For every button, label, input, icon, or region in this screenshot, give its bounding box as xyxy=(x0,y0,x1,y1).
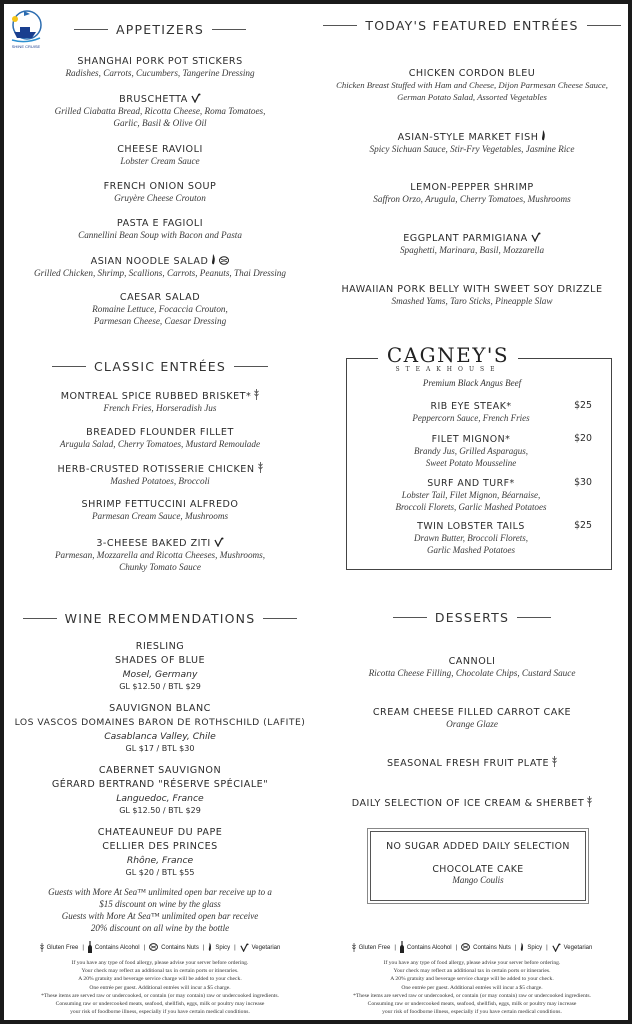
menu-item xyxy=(4,93,316,129)
menu-item xyxy=(316,181,628,206)
fine-print-line: *These items are served raw or undercooked, or contain (or may contain) raw or undercooked ingredients. xyxy=(353,992,591,999)
menu-item xyxy=(316,67,628,103)
item-name: CAESAR SALAD xyxy=(119,292,201,303)
fine-print-line: your risk of foodborne illness, especially if you have certain medical conditions. xyxy=(382,1009,562,1016)
desserts-title: DESSERTS xyxy=(434,610,510,625)
menu-item xyxy=(4,55,316,80)
item-name: SHRIMP FETTUCCINI ALFREDO xyxy=(81,499,239,510)
item-name: DAILY SELECTION OF ICE CREAM & SHERBET xyxy=(351,798,585,809)
wine-item xyxy=(4,826,316,879)
wine-region: Languedoc, France xyxy=(116,793,204,804)
item-desc: Garlic Mashed Potatoes xyxy=(427,544,515,555)
fine-print xyxy=(316,959,628,1016)
item-name: BREADED FLOUNDER FILLET xyxy=(86,427,234,438)
menu-item xyxy=(316,796,628,810)
legend-contains-nuts: Contains Nuts xyxy=(161,945,199,951)
vegetarian-icon xyxy=(552,943,561,954)
featured-title: TODAY'S FEATURED ENTRÉES xyxy=(365,18,579,33)
rule-left xyxy=(323,25,357,26)
cagneys-brand: CAGNEY'S xyxy=(386,343,510,367)
item-name: SURF AND TURF* xyxy=(427,478,515,489)
separator: | xyxy=(234,945,236,951)
item-name: EGGPLANT PARMIGIANA xyxy=(403,233,528,244)
item-price: $25 xyxy=(574,520,592,531)
item-name: CHEESE RAVIOLI xyxy=(117,144,203,155)
spicy-icon xyxy=(211,254,216,265)
gluten-free-icon xyxy=(552,756,557,767)
rule-left xyxy=(23,618,57,619)
item-desc: Romaine Lettuce, Focaccia Crouton, xyxy=(92,304,228,314)
menu-item xyxy=(316,232,628,257)
contains-alcohol-icon xyxy=(400,941,404,955)
item-desc: Brandy Jus, Grilled Asparagus, xyxy=(413,446,529,456)
wine-title: WINE RECOMMENDATIONS xyxy=(64,611,256,626)
item-name: MONTREAL SPICE RUBBED BRISKET* xyxy=(60,391,252,402)
icon-legend xyxy=(316,941,628,955)
vegetarian-icon xyxy=(191,93,201,103)
gluten-free-icon xyxy=(254,389,259,400)
contains-nuts-icon xyxy=(149,943,158,953)
item-name: SHANGHAI PORK POT STICKERS xyxy=(77,56,243,67)
vegetarian-icon xyxy=(531,232,541,242)
legend-gluten-free: Gluten Free xyxy=(46,945,79,951)
legend-contains-alcohol: Contains Alcohol xyxy=(406,945,452,951)
left-column xyxy=(4,4,316,1020)
note-line: Guests with More At Sea™ unlimited open bar receive xyxy=(61,911,259,921)
item-name: FILET MIGNON* xyxy=(431,434,511,445)
legend-vegetarian: Vegetarian xyxy=(563,945,593,951)
separator: | xyxy=(546,945,548,951)
spicy-icon xyxy=(520,942,524,954)
wine-item xyxy=(4,640,316,693)
wine-region: Casablanca Valley, Chile xyxy=(104,731,216,742)
rule-right xyxy=(517,617,551,618)
menu-item xyxy=(4,498,316,523)
contains-alcohol-icon xyxy=(88,941,92,955)
fine-print-line: your risk of foodborne illness, especially if you have certain medical conditions. xyxy=(70,1009,250,1016)
item-desc: German Potato Salad, Assorted Vegetables xyxy=(397,91,547,102)
item-desc: Chicken Breast Stuffed with Ham and Cheese, Dijon Parmesan Cheese Sauce, xyxy=(336,80,608,90)
gluten-free-icon xyxy=(258,462,263,473)
steak-item xyxy=(356,400,586,425)
steak-item xyxy=(356,520,586,556)
fine-print-line: A 20% gratuity and beverage service charge will be added to your check. xyxy=(78,976,242,983)
item-name: RIB EYE STEAK* xyxy=(430,401,512,412)
icon-legend xyxy=(4,941,316,955)
item-price: $20 xyxy=(574,433,592,444)
wine-heading xyxy=(4,611,316,626)
wine-price: GL $17 / BTL $30 xyxy=(125,744,195,753)
item-name: 3-CHEESE BAKED ZITI xyxy=(96,538,211,549)
wine-region: Mosel, Germany xyxy=(122,669,198,680)
item-desc: Lobster Cream Sauce xyxy=(120,156,200,166)
menu-item xyxy=(316,130,628,156)
no-sugar-item-name: CHOCOLATE CAKE xyxy=(432,864,524,875)
vegetarian-icon xyxy=(214,537,224,547)
legend-spicy: Spicy xyxy=(527,945,543,951)
contains-nuts-icon xyxy=(461,943,470,953)
item-name: HERB-CRUSTED ROTISSERIE CHICKEN xyxy=(57,464,255,475)
fine-print-line: One entrée per guest. Additional entrées will incur a $5 charge. xyxy=(401,984,543,991)
steak-item xyxy=(356,477,586,513)
menu-item xyxy=(316,756,628,770)
note-line: Guests with More At Sea™ unlimited open bar receive up to a xyxy=(48,887,272,897)
separator: | xyxy=(514,945,517,951)
item-desc: Radishes, Carrots, Cucumbers, Tangerine Dressing xyxy=(65,68,255,78)
menu-item xyxy=(4,217,316,242)
appetizers-title: APPETIZERS xyxy=(116,22,204,37)
item-desc: Chunky Tomato Sauce xyxy=(119,561,201,572)
item-name: TWIN LOBSTER TAILS xyxy=(417,521,525,532)
note-line: $15 discount on wine by the glass xyxy=(99,899,221,909)
item-desc: Grilled Ciabatta Bread, Ricotta Cheese, Roma Tomatoes, xyxy=(54,106,266,116)
separator: | xyxy=(455,945,458,951)
fine-print-line: A 20% gratuity and beverage service charge will be added to your check. xyxy=(390,976,554,983)
rule-left xyxy=(52,366,86,367)
item-desc: Spaghetti, Marinara, Basil, Mozzarella xyxy=(399,245,545,255)
right-column xyxy=(316,4,628,1020)
menu-item xyxy=(4,389,316,415)
item-desc: Orange Glaze xyxy=(446,719,498,729)
menu-item xyxy=(4,462,316,488)
item-desc: Saffron Orzo, Arugula, Cherry Tomatoes, Mushrooms xyxy=(373,194,571,204)
item-name: HAWAIIAN PORK BELLY WITH SWEET SOY DRIZZLE xyxy=(341,284,603,295)
spicy-icon xyxy=(208,942,212,954)
item-desc: Parmesan, Mozzarella and Ricotta Cheeses, Mushrooms, xyxy=(54,550,266,560)
fine-print-line: Consuming raw or undercooked meats, seafood, shellfish, eggs, milk or poultry may increase xyxy=(55,1001,265,1008)
legend-contains-nuts: Contains Nuts xyxy=(473,945,511,951)
gluten-free-icon xyxy=(352,943,356,954)
item-desc: Sweet Potato Mousseline xyxy=(425,457,517,468)
item-name: ASIAN NOODLE SALAD xyxy=(90,256,209,267)
fine-print-line: If you have any type of food allergy, please advise your server before ordering. xyxy=(71,960,249,966)
legend-gluten-free: Gluten Free xyxy=(358,945,391,951)
item-desc: Mashed Potatoes, Broccoli xyxy=(110,476,210,486)
wine-varietal: CABERNET SAUVIGNON xyxy=(98,765,222,776)
fine-print-line: Your check may reflect an additional tax in certain ports or itineraries. xyxy=(81,968,239,975)
classic-entrees-heading xyxy=(4,359,316,374)
item-desc: Garlic, Basil & Olive Oil xyxy=(113,117,207,128)
item-desc: Parmesan Cheese, Caesar Dressing xyxy=(93,315,227,326)
cagneys-tagline: Premium Black Angus Beef xyxy=(422,378,522,388)
item-desc: French Fries, Horseradish Jus xyxy=(103,403,217,413)
rule-right xyxy=(212,29,246,30)
item-name: SEASONAL FRESH FRUIT PLATE xyxy=(386,758,550,769)
wine-producer: CELLIER DES PRINCES xyxy=(102,841,218,852)
item-desc: Ricotta Cheese Filling, Chocolate Chips, Custard Sauce xyxy=(368,668,576,678)
item-desc: Smashed Yams, Taro Sticks, Pineapple Slaw xyxy=(391,296,553,306)
wine-price: GL $20 / BTL $55 xyxy=(125,868,195,877)
rule-left xyxy=(393,617,427,618)
item-desc: Arugula Salad, Cherry Tomatoes, Mustard Remoulade xyxy=(59,439,261,449)
item-desc: Broccoli Florets, Garlic Mashed Potatoes xyxy=(395,501,547,512)
wine-region: Rhône, France xyxy=(126,855,194,866)
desserts-heading xyxy=(316,610,628,625)
cagneys-logo xyxy=(378,344,518,374)
appetizers-heading xyxy=(4,22,316,37)
rule-right xyxy=(263,618,297,619)
legend-vegetarian: Vegetarian xyxy=(251,945,281,951)
vegetarian-icon xyxy=(240,943,249,954)
item-name: CANNOLI xyxy=(448,656,496,667)
item-name: BRUSCHETTA xyxy=(119,94,188,105)
spicy-icon xyxy=(541,130,546,141)
rule-right xyxy=(234,366,268,367)
item-desc: Gruyère Cheese Crouton xyxy=(114,193,206,203)
wine-discount-note xyxy=(4,886,316,934)
separator: | xyxy=(143,945,146,951)
menu-item xyxy=(316,706,628,731)
item-desc: Lobster Tail, Filet Mignon, Béarnaise, xyxy=(401,490,541,500)
item-name: LEMON-PEPPER SHRIMP xyxy=(410,182,534,193)
steak-item xyxy=(356,433,586,469)
item-price: $25 xyxy=(574,400,592,411)
menu-item xyxy=(316,655,628,680)
item-price: $30 xyxy=(574,477,592,488)
legend-contains-alcohol: Contains Alcohol xyxy=(94,945,140,951)
menu-page xyxy=(4,4,628,1020)
menu-item xyxy=(4,537,316,573)
fine-print xyxy=(4,959,316,1016)
menu-item xyxy=(4,426,316,451)
fine-print-line: If you have any type of food allergy, please advise your server before ordering. xyxy=(383,960,561,966)
fine-print-line: *These items are served raw or undercooked, or contain (or may contain) raw or undercooked ingredients. xyxy=(41,992,279,999)
wine-item xyxy=(4,764,316,817)
wine-varietal: SAUVIGNON BLANC xyxy=(109,703,211,714)
cagneys-subtitle: STEAKHOUSE xyxy=(395,366,501,373)
fine-print-line: Your check may reflect an additional tax in certain ports or itineraries. xyxy=(393,968,551,975)
contains-nuts-icon xyxy=(219,256,229,265)
rule-right xyxy=(587,25,621,26)
wine-producer: SHADES OF BLUE xyxy=(114,655,206,666)
svg-text:SHINE CRUISE: SHINE CRUISE xyxy=(11,44,41,49)
rule-left xyxy=(74,29,108,30)
menu-item xyxy=(4,291,316,327)
wine-item xyxy=(4,702,316,755)
no-sugar-box xyxy=(370,831,586,901)
featured-heading xyxy=(316,18,628,33)
item-desc: Parmesan Cream Sauce, Mushrooms xyxy=(91,511,229,521)
wine-price: GL $12.50 / BTL $29 xyxy=(119,806,201,815)
no-sugar-title: NO SUGAR ADDED DAILY SELECTION xyxy=(386,841,570,852)
menu-item xyxy=(316,283,628,308)
item-desc: Grilled Chicken, Shrimp, Scallions, Carrots, Peanuts, Thai Dressing xyxy=(34,268,286,278)
legend-spicy: Spicy xyxy=(215,945,231,951)
item-name: CHICKEN CORDON BLEU xyxy=(408,68,536,79)
wine-price: GL $12.50 / BTL $29 xyxy=(119,682,201,691)
gluten-free-icon xyxy=(40,943,44,954)
fine-print-line: One entrée per guest. Additional entrées will incur a $5 charge. xyxy=(89,984,231,991)
item-name: CREAM CHEESE FILLED CARROT CAKE xyxy=(372,707,572,718)
wine-producer: LOS VASCOS DOMAINES BARON DE ROTHSCHILD (LAFITE) xyxy=(14,717,306,728)
item-desc: Drawn Butter, Broccoli Florets, xyxy=(413,533,529,543)
gluten-free-icon xyxy=(587,796,592,807)
separator: | xyxy=(82,945,84,951)
wine-varietal: RIESLING xyxy=(135,641,185,652)
menu-item xyxy=(4,180,316,205)
menu-item xyxy=(4,254,316,280)
wine-producer: GÉRARD BERTRAND "RÉSERVE SPÉCIALE" xyxy=(51,779,269,790)
item-desc: Cannellini Bean Soup with Bacon and Pasta xyxy=(78,230,242,240)
item-name: FRENCH ONION SOUP xyxy=(103,181,217,192)
note-line: 20% discount on all wine by the bottle xyxy=(90,923,230,933)
separator: | xyxy=(202,945,205,951)
separator: | xyxy=(394,945,396,951)
wine-varietal: CHATEAUNEUF DU PAPE xyxy=(97,827,223,838)
no-sugar-item-desc: Mango Coulis xyxy=(452,875,504,885)
menu-item xyxy=(4,143,316,168)
item-desc: Peppercorn Sauce, French Fries xyxy=(412,413,530,423)
item-name: PASTA E FAGIOLI xyxy=(116,218,204,229)
classic-entrees-title: CLASSIC ENTRÉES xyxy=(93,359,227,374)
fine-print-line: Consuming raw or undercooked meats, seafood, shellfish, eggs, milk or poultry may increase xyxy=(367,1001,577,1008)
item-name: ASIAN-STYLE MARKET FISH xyxy=(397,132,539,143)
item-desc: Spicy Sichuan Sauce, Stir-Fry Vegetables, Jasmine Rice xyxy=(369,144,575,154)
